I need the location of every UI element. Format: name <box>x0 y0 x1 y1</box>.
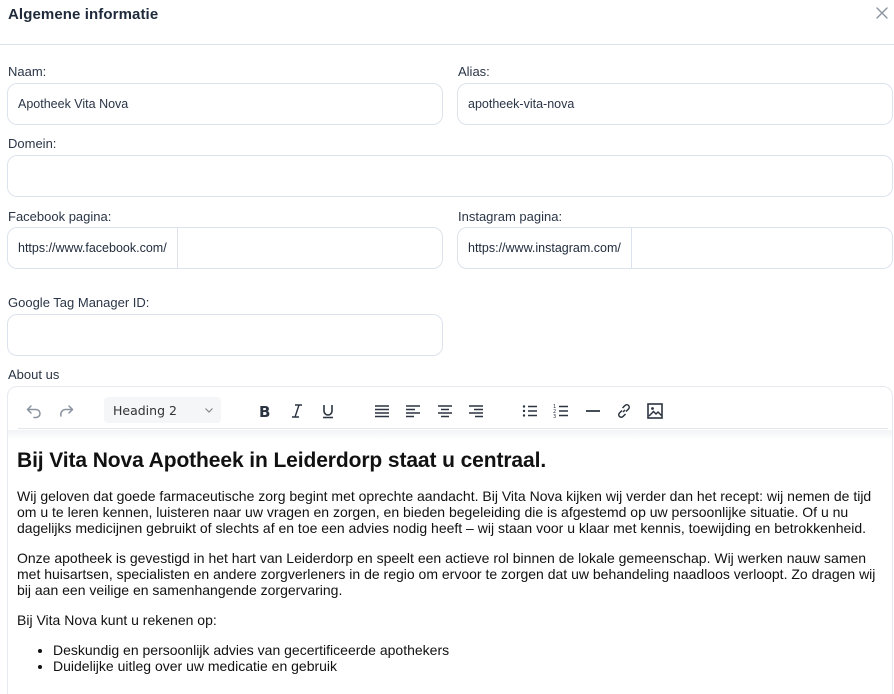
bullet-list-icon[interactable] <box>520 401 540 421</box>
rich-text-editor <box>7 386 893 694</box>
naam-label: Naam: <box>8 64 47 79</box>
align-center-icon[interactable] <box>435 401 455 421</box>
alias-value: apotheek-vita-nova <box>468 97 575 111</box>
facebook-input-group <box>7 227 443 269</box>
svg-text:B: B <box>259 403 271 420</box>
content-paragraph: Bij Vita Nova kunt u rekenen op: <box>17 612 217 628</box>
instagram-prefix: https://www.instagram.com/ <box>458 228 632 268</box>
close-icon[interactable] <box>874 5 890 21</box>
dialog-title: Algemene informatie <box>8 6 159 23</box>
gtm-label: Google Tag Manager ID: <box>8 295 150 310</box>
naam-input[interactable] <box>7 83 443 125</box>
chevron-down-icon <box>203 404 215 419</box>
align-right-icon[interactable] <box>466 401 486 421</box>
align-justify-icon[interactable] <box>372 401 392 421</box>
alias-label: Alias: <box>458 64 490 79</box>
facebook-label: Facebook pagina: <box>8 209 112 224</box>
alias-input[interactable] <box>457 83 893 125</box>
content-heading: Bij Vita Nova Apotheek in Leiderdorp staat u centraal. <box>17 449 547 472</box>
editor-content[interactable] <box>17 449 887 674</box>
content-paragraph: Onze apotheek is gevestigd in het hart van Leiderdorp en speelt een actieve rol binnen de lokale gemeenschap. Wij werken nauw samen met huisartsen, specialisten en andere zorgverleners in de regio om ervoor te zorgen dat uw behandeling naadloos verloopt. Zo dragen wij bij aan een veilige en samenhangende zorgervaring. <box>17 550 876 598</box>
bold-icon[interactable] <box>255 401 275 421</box>
domein-input[interactable] <box>7 155 893 197</box>
horizontal-rule-icon[interactable] <box>583 401 603 421</box>
redo-icon[interactable] <box>56 401 76 421</box>
instagram-input-group <box>457 227 893 269</box>
list-item: • Duidelijke uitleg over uw medicatie en gebruik <box>53 658 887 674</box>
italic-icon[interactable] <box>287 401 307 421</box>
block-type-value: Heading 2 <box>113 402 177 418</box>
editor-toolbar <box>18 393 888 429</box>
instagram-input[interactable] <box>632 228 892 268</box>
gtm-input[interactable] <box>7 314 443 356</box>
facebook-input[interactable] <box>178 228 442 268</box>
svg-text:1: 1 <box>553 404 557 410</box>
svg-text:3: 3 <box>553 414 557 420</box>
domein-label: Domein: <box>8 136 57 151</box>
list-item: • Deskundig en persoonlijk advies van gecertificeerde apothekers <box>53 642 887 658</box>
image-icon[interactable] <box>645 401 665 421</box>
content-list <box>17 642 887 674</box>
facebook-prefix: https://www.facebook.com/ <box>8 228 178 268</box>
numbered-list-icon[interactable] <box>551 401 571 421</box>
instagram-label: Instagram pagina: <box>458 209 563 224</box>
naam-value: Apotheek Vita Nova <box>18 97 129 111</box>
underline-icon[interactable] <box>318 401 338 421</box>
undo-icon[interactable] <box>24 401 44 421</box>
align-left-icon[interactable] <box>403 401 423 421</box>
content-paragraph: Wij geloven dat goede farmaceutische zorg begint met oprechte aandacht. Bij Vita Nova kijken wij verder dan het recept: wij nemen de tijd om u te leren kennen, luisteren naar uw vragen en zorgen, en bieden begeleiding die is afgestemd op uw persoonlijke situatie. Of u nu dagelijks medicijnen gebruikt of slechts af en toe een advies nodig heeft – wij staan voor u klaar met kennis, toewijding en betrokkenheid. <box>17 488 872 536</box>
link-icon[interactable] <box>614 401 634 421</box>
about-label: About us <box>8 367 60 382</box>
block-type-select[interactable] <box>104 397 221 423</box>
toolbar-divider <box>8 430 893 440</box>
dialog-header <box>0 0 894 45</box>
svg-text:2: 2 <box>553 409 557 415</box>
